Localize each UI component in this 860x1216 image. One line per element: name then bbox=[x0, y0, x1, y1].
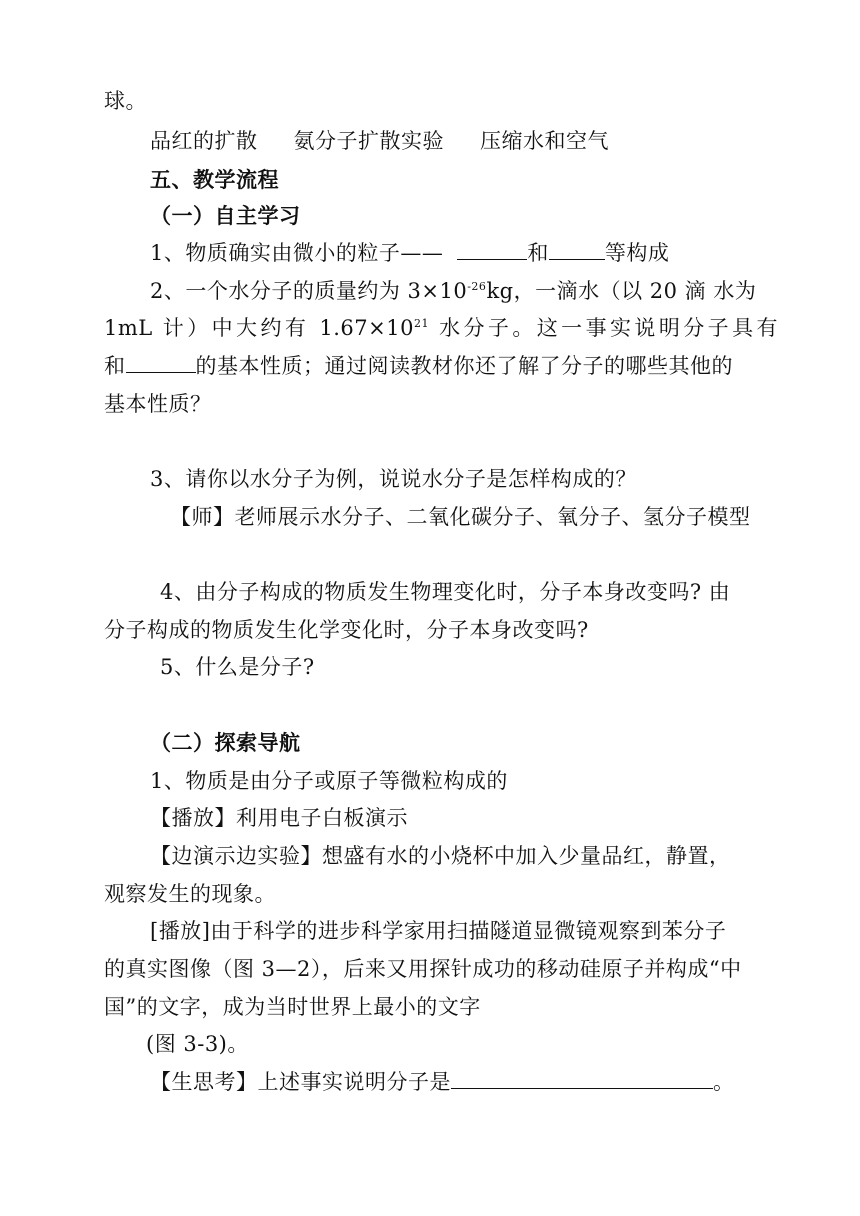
answer-blank bbox=[451, 1068, 713, 1089]
question-2-line-3: 和 的基本性质；通过阅读教材你还了解了分子的哪些其他的 bbox=[104, 354, 733, 378]
question-3: 3、请你以水分子为例，说说水分子是怎样构成的？ bbox=[150, 467, 637, 491]
question-4-line-2: 分子构成的物质发生化学变化时，分子本身改变吗? bbox=[104, 618, 589, 642]
subsection-heading: （一）自主学习 bbox=[150, 203, 301, 228]
section-heading: 五、教学流程 bbox=[150, 167, 279, 192]
answer-blank bbox=[549, 239, 605, 260]
play2-line-3: 国”的文字，成为当时世界上最小的文字 bbox=[104, 995, 481, 1019]
explore-item-1: 1、物质是由分子或原子等微粒构成的 bbox=[150, 769, 508, 793]
answer-blank bbox=[126, 352, 196, 373]
play2-line-2: 的真实图像（图 3—2），后来又用探针成功的移动硅原子并构成“中 bbox=[104, 957, 742, 981]
question-2-line-2: 1mL 计）中大约有 $1.67\times 10^{21}$ 水分子。这一事实说明分子具有 bbox=[104, 316, 778, 340]
answer-blank bbox=[457, 239, 527, 260]
question-5: 5、什么是分子? bbox=[160, 655, 315, 679]
question-4-line-1: 4、由分子构成的物质发生物理变化时，分子本身改变吗? 由 bbox=[160, 580, 731, 604]
experiment-item: 氨分子扩散实验 bbox=[293, 129, 444, 153]
demo-line-1: 【边演示边实验】想盛有水的小烧杯中加入少量品红，静置， bbox=[150, 844, 731, 868]
demo-line-2: 观察发生的现象。 bbox=[104, 882, 276, 906]
play-note: 【播放】利用电子白板演示 bbox=[150, 806, 408, 830]
experiment-item: 压缩水和空气 bbox=[480, 129, 609, 153]
play2-line-1: [播放]由于科学的进步科学家用扫描隧道显微镜观察到苯分子 bbox=[150, 919, 727, 943]
experiment-list bbox=[150, 126, 609, 156]
question-2-line-1: 2、一个水分子的质量约为 $3\times 10^{-26}kg$，一滴水（以 20 滴 水为 bbox=[150, 279, 757, 303]
experiment-item: 品红的扩散 bbox=[150, 129, 258, 153]
think-line: 【生思考】上述事实说明分子是 。 bbox=[150, 1070, 735, 1094]
question-1: 1、物质确实由微小的粒子—— 和 等构成 bbox=[150, 241, 670, 265]
teacher-note: 【师】老师展示水分子、二氧化碳分子、氧分子、氢分子模型 bbox=[170, 505, 751, 529]
subsection-heading: （二）探索导航 bbox=[150, 730, 301, 755]
text-line: 球。 bbox=[104, 89, 147, 113]
figure-ref: (图 3-3)。 bbox=[146, 1032, 249, 1056]
question-2-line-4: 基本性质？ bbox=[104, 392, 212, 416]
